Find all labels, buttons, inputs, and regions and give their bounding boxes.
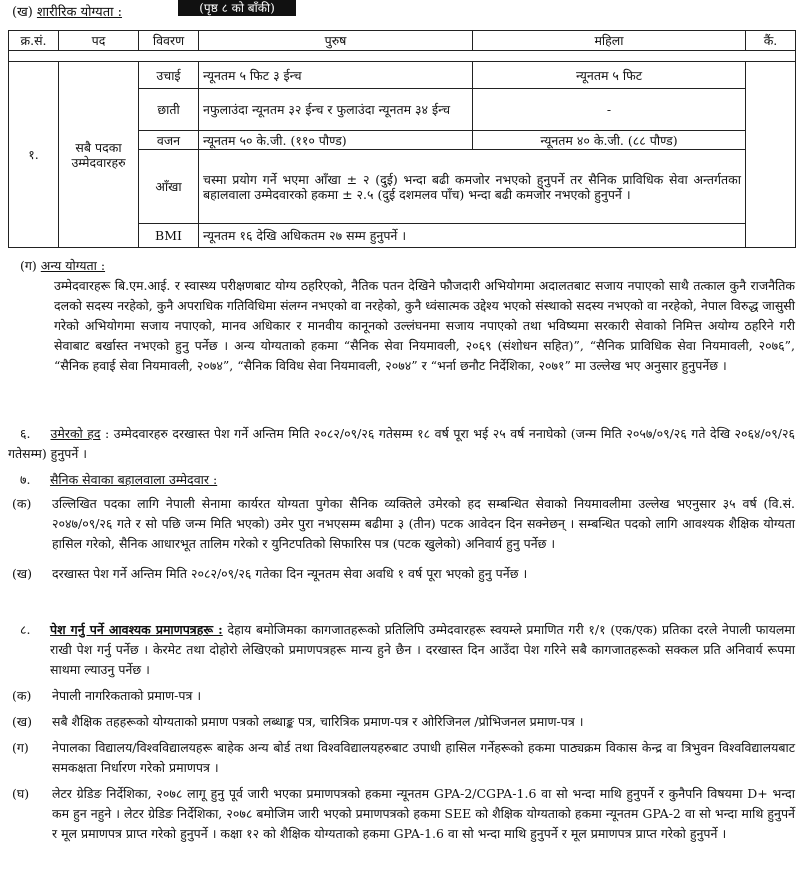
item-cell: BMI — [139, 224, 199, 248]
item-text: नेपाली नागरिकताको प्रमाण-पत्र । — [52, 688, 202, 703]
section-title: शारीरिक योग्यता : — [36, 5, 123, 20]
col-header-remarks: कैं. — [746, 31, 796, 51]
item-text: दरखास्त पेश गर्ने अन्तिम मिति २०८२/०९/२६ गतेका दिन न्यूनतम सेवा अवधि १ वर्ष पूरा भएको हुनु पर्नेछ । — [52, 566, 528, 581]
table-row — [9, 62, 796, 89]
female-cell: न्यूनतम ५ फिट — [473, 62, 746, 89]
remarks-cell — [746, 62, 796, 248]
section-title: अन्य योग्यता : — [40, 258, 106, 273]
female-cell: - — [473, 89, 746, 131]
col-header-female: महिला — [473, 31, 746, 51]
item-key: (क) — [12, 496, 32, 511]
table-header-row — [9, 31, 796, 51]
list-item — [8, 564, 795, 584]
table-spacer — [9, 51, 796, 62]
col-header-item: विवरण — [139, 31, 199, 51]
list-item — [8, 712, 795, 732]
post-cell: सबै पदका उम्मेदवारहरु — [59, 62, 139, 248]
item-text: लेटर ग्रेडिङ निर्देशिका, २०७८ लागू हुनु पूर्व जारी भएका प्रमाणपत्रको हकमा न्यूनतम GPA-2/CGPA-1.6 वा सो भन्दा माथि हुनुपर्ने र कुनैपनि विषयमा D+ भन्दा कम हुन नहुने । लेटर ग्रेडिङ निर्देशिका, २०७८ बमोजिम जारी भएको प्रमाणपत्रको हकमा SEE को शैक्षिक योग्यताको हकमा न्यूनतम GPA-2 वा सो भन्दा माथि हुनुपर्ने र मूल प्रमाणपत्र प्राप्त गरेको हुनुपर्ने । कक्षा १२ को शैक्षिक योग्यताको हकमा GPA-1.6 वा सो भन्दा माथि हुनुपर्ने र मूल प्रमाणपत्र प्राप्त गरेको हुनुपर्ने । — [52, 786, 795, 841]
merged-cell: चस्मा प्रयोग गर्ने भएमा आँखा ± २ (दुई) भन्दा बढी कमजोर नभएको हुनुपर्ने तर सैनिक प्राविधिक सेवा अन्तर्गतका बहालवाला उम्मेदवारको हकमा ± २.५ (दुई दशमलव पाँच) भन्दा बढी कमजोर नभएको हुनुपर्ने । — [199, 150, 746, 224]
section-prefix: (ख) — [12, 5, 33, 20]
item-key: (घ) — [12, 786, 30, 801]
documents-intro — [8, 620, 795, 680]
item-key: (क) — [12, 688, 32, 703]
col-header-post: पद — [59, 31, 139, 51]
col-header-male: पुरुष — [199, 31, 473, 51]
item-text: सबै शैक्षिक तहहरूको योग्यताको प्रमाण पत्रको लब्धाङ्क पत्र, चारित्रिक प्रमाण-पत्र र ओरिजिनल /प्रोभिजनल प्रमाण-पत्र । — [52, 714, 584, 729]
list-item — [8, 738, 795, 778]
section-title: उमेरको हद — [50, 426, 101, 441]
list-item — [8, 784, 795, 844]
continuation-badge: (पृष्ठ ८ को बाँकी) — [178, 0, 296, 16]
section-title: पेश गर्नु पर्ने आवश्यक प्रमाणपत्रहरू : — [50, 622, 223, 637]
serving-candidates-section — [8, 470, 795, 584]
item-key: (ख) — [12, 566, 32, 581]
section-prefix: (ग) — [20, 258, 37, 273]
male-cell: न्यूनतम ५ फिट ३ ईन्च — [199, 62, 473, 89]
item-text: नेपालका विद्यालय/विश्वविद्यालयहरू बाहेक अन्य बोर्ड तथा विश्वविद्यालयहरुबाट उपाधी हासिल गर्नेहरूको हकमा पाठ्यक्रम विकास केन्द्र वा त्रिभुवन विश्वविद्यालयबाट समकक्षता निर्धारण गरेको प्रमाणपत्र । — [52, 740, 795, 775]
other-qualification-section — [8, 256, 795, 376]
merged-cell: न्यूनतम १६ देखि अधिकतम २७ सम्म हुनुपर्ने । — [199, 224, 746, 248]
list-item — [8, 686, 795, 706]
item-cell: छाती — [139, 89, 199, 131]
item-key: (ख) — [12, 714, 32, 729]
section-number: ६. — [20, 426, 31, 441]
section-title: सैनिक सेवाका बहालवाला उम्मेदवार : — [49, 472, 218, 487]
male-cell: न्यूनतम ५० के.जी. (११० पौण्ड) — [199, 131, 473, 150]
item-text: उल्लिखित पदका लागि नेपाली सेनामा कार्यरत योग्यता पुगेका सैनिक व्यक्तिले उमेरको हद सम्बन्धित सेवाको नियमावलीमा उल्लेख भएनुसार ३५ वर्ष (वि.सं. २०४७/०९/२६ गते र सो पछि जन्म मिति भएको) उमेर पुरा नभएसम्म बढीमा ३ (तीन) पटक आवेदन दिन सक्नेछन् । सम्बन्धित पदको लागि आवश्यक शैक्षिक योग्यता हासिल गरेको, सैनिक आधारभूत तालिम गरेको र युनिटपतिको सिफारिस पत्र (पटक खुलेको) अनिवार्य हुनु पर्नेछ । — [52, 496, 795, 551]
physical-fitness-table — [8, 30, 796, 248]
age-body: : उम्मेदवारहरु दरखास्त पेश गर्ने अन्तिम मिति २०८२/०९/२६ गतेसम्म १८ वर्ष पूरा भई २५ वर्ष ननाघेको (जन्म मिति २०५७/०९/२६ गते देखि २०६४/०९/२६ गतेसम्म) हुनुपर्ने । — [8, 426, 795, 461]
item-cell: आँखा — [139, 150, 199, 224]
item-key: (ग) — [12, 740, 29, 755]
item-cell: वजन — [139, 131, 199, 150]
col-header-serial: क्र.सं. — [9, 31, 59, 51]
documents-intro-text: देहाय बमोजिमका कागजातहरूको प्रतिलिपि उम्मेदवारहरू स्वयम्ले प्रमाणित गरी १/१ (एक/एक) प्रतिका दरले नेपाली फायलमा राखी पेश गर्नु पर्नेछ । केरमेट तथा दोहोरो लेखिएको प्रमाणपत्रहरू मान्य हुने छैन । दरखास्त दिन आउँदा पेश गरिने सबै कागजातहरूको सक्कल प्रति अनिवार्य रूपमा साथमा ल्याउनु पर्नेछ । — [50, 622, 796, 677]
section-number: ७. — [20, 472, 31, 487]
serial-cell: १. — [9, 62, 59, 248]
other-qualification-body: उम्मेदवारहरू बि.एम.आई. र स्वास्थ्य परीक्षणबाट योग्य ठहरिएको, नैतिक पतन देखिने फौजदारी अभियोगमा अदालतबाट सजाय नपाएको साथै तत्काल कुनै राजनैतिक दलको सदस्य नरहेको, कुनै अपराधिक गतिविधिमा संलग्न नभएको वा नरहेको, कुनै ध्वंसात्मक उद्देश्य भएको संस्थाको सदस्य नभएको वा नरहेको, नेपाल विरुद्ध जासुसी गरेको अभियोगमा सजाय नपाएको, मानव अधिकार र मानवीय कानूनको उल्लंघनमा सजाय नपाएको तथा भविष्यमा सरकारी सेवाको निमित्त अयोग्य ठहरिने गरी सेवाबाट बर्खास्त नभएको हुनु पर्नेछ । अन्य योग्यताको हकमा “सैनिक सेवा नियमावली, २०६९ (संशोधन सहित)”, “सैनिक प्राविधिक सेवा नियमावली, २०७६”, “सैनिक हवाई सेवा नियमावली, २०७४”, “सैनिक विविध सेवा नियमावली, २०७४” र “भर्ना छनौट निर्देशिका, २०७१” मा उल्लेख भए अनुसार हुनुपर्नेछ । — [54, 278, 795, 373]
male-cell: नफुलाउंदा न्यूनतम ३२ ईन्च र फुलाउंदा न्यूनतम ३४ ईन्च — [199, 89, 473, 131]
section-header — [12, 2, 122, 20]
age-section — [8, 424, 795, 464]
item-cell: उचाई — [139, 62, 199, 89]
list-item — [8, 494, 795, 554]
documents-section — [8, 620, 795, 844]
section-number: ८. — [20, 622, 31, 637]
female-cell: न्यूनतम ४० के.जी. (८८ पौण्ड) — [473, 131, 746, 150]
